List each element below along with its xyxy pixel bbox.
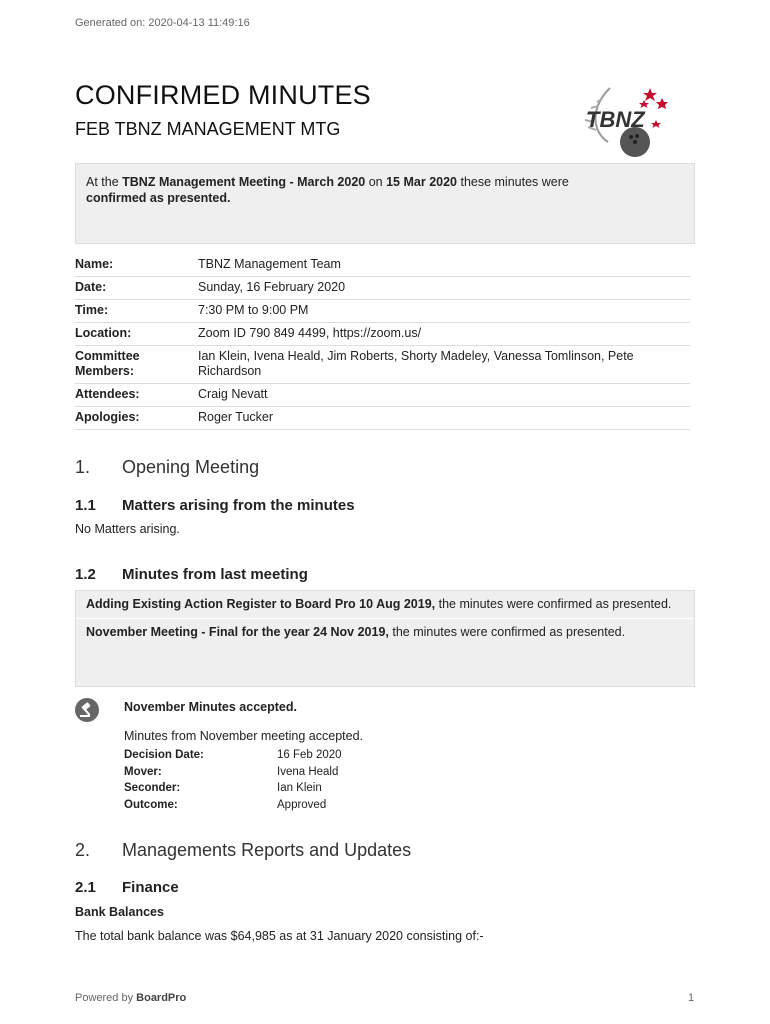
- meta-value: Zoom ID 790 849 4499, https://zoom.us/: [198, 323, 690, 346]
- decision-value: 16 Feb 2020: [277, 749, 342, 761]
- confirm-on: on: [365, 175, 387, 189]
- confirm-status: confirmed as presented.: [86, 191, 231, 205]
- decision-text: Minutes from November meeting accepted.: [124, 729, 363, 743]
- footer-brand: BoardPro: [136, 992, 187, 1004]
- meta-key: Time:: [75, 300, 198, 323]
- generated-timestamp: Generated on: 2020-04-13 11:49:16: [75, 17, 250, 29]
- footer-powered-by: [75, 992, 186, 1004]
- minutes-status: the minutes were confirmed as presented.: [388, 625, 626, 639]
- confirm-date: 15 Mar 2020: [386, 175, 457, 189]
- section-number: 2.: [75, 840, 91, 860]
- page-number: 1: [688, 992, 695, 1004]
- list-item: [76, 591, 694, 618]
- decision-key: Seconder:: [124, 782, 181, 794]
- decision-key: Mover:: [124, 765, 162, 778]
- footer-powered-label: Powered by: [75, 992, 137, 1004]
- decision-key: Decision Date:: [124, 749, 204, 761]
- section-number: 1.2: [75, 566, 96, 583]
- table-row: [75, 254, 690, 277]
- minutes-title: November Meeting - Final for the year 24 Nov 2019,: [86, 625, 389, 639]
- section-1-2-heading: [75, 566, 308, 583]
- table-row: [124, 765, 342, 782]
- section-2-heading: [75, 840, 411, 861]
- section-number: 2.1: [75, 879, 96, 896]
- section-title: Finance: [122, 879, 179, 896]
- gavel-icon: [75, 698, 99, 722]
- table-row: [124, 781, 342, 798]
- meta-key: Name:: [75, 254, 198, 277]
- page-title: CONFIRMED MINUTES: [75, 80, 371, 110]
- meta-key: Committee Members:: [75, 346, 198, 384]
- meta-value: Craig Nevatt: [198, 384, 690, 407]
- meta-key: Apologies:: [75, 407, 198, 430]
- meta-key: Date:: [75, 277, 198, 300]
- table-row: [124, 798, 342, 815]
- table-row: [75, 384, 690, 407]
- section-1-1-heading: [75, 497, 355, 514]
- decision-value: Ivena Heald: [277, 765, 339, 778]
- confirm-meeting: TBNZ Management Meeting - March 2020: [122, 175, 366, 189]
- decision-key: Outcome:: [124, 798, 178, 811]
- logo-text: TBNZ: [586, 107, 645, 132]
- table-row: [124, 748, 342, 765]
- bank-balances-subhead: Bank Balances: [75, 905, 164, 919]
- decision-details: [124, 748, 342, 814]
- confirm-suffix: these minutes were: [457, 175, 569, 189]
- page-subtitle: FEB TBNZ MANAGEMENT MTG: [75, 119, 341, 139]
- confirmation-box: [75, 163, 695, 244]
- section-title: Opening Meeting: [122, 457, 260, 477]
- minutes-title: Adding Existing Action Register to Board Pro 10 Aug 2019,: [86, 597, 436, 611]
- meta-key: Location:: [75, 323, 198, 346]
- section-title: Matters arising from the minutes: [122, 497, 355, 514]
- decision-title: November Minutes accepted.: [124, 700, 297, 714]
- meta-value: Roger Tucker: [198, 407, 690, 430]
- tbnz-logo: [580, 80, 675, 160]
- meta-value: TBNZ Management Team: [198, 254, 690, 277]
- table-row: [75, 407, 690, 430]
- section-1-heading: [75, 457, 259, 478]
- meeting-details-table: [75, 254, 690, 430]
- confirm-prefix: At the: [86, 175, 123, 189]
- section-title: Managements Reports and Updates: [122, 840, 412, 860]
- table-row: [75, 346, 690, 384]
- meta-key: Attendees:: [75, 384, 198, 407]
- table-row: [75, 300, 690, 323]
- meta-value: Ian Klein, Ivena Heald, Jim Roberts, Shorty Madeley, Vanessa Tomlinson, Pete Richardson: [198, 346, 690, 384]
- minutes-status: the minutes were confirmed as presented.: [435, 597, 672, 611]
- matters-arising-text: No Matters arising.: [75, 522, 180, 536]
- bank-balance-text: The total bank balance was $64,985 as at 31 January 2020 consisting of:-: [75, 929, 484, 943]
- meta-value: Sunday, 16 February 2020: [198, 277, 690, 300]
- list-item: [76, 618, 694, 646]
- section-number: 1.1: [75, 497, 96, 514]
- meta-value: 7:30 PM to 9:00 PM: [198, 300, 690, 323]
- previous-minutes-box: [75, 590, 695, 687]
- decision-value: Ian Klein: [277, 782, 322, 794]
- table-row: [75, 277, 690, 300]
- table-row: [75, 323, 690, 346]
- section-number: 1.: [75, 457, 91, 477]
- section-2-1-heading: [75, 879, 179, 896]
- decision-value: Approved: [277, 798, 327, 811]
- section-title: Minutes from last meeting: [122, 566, 308, 583]
